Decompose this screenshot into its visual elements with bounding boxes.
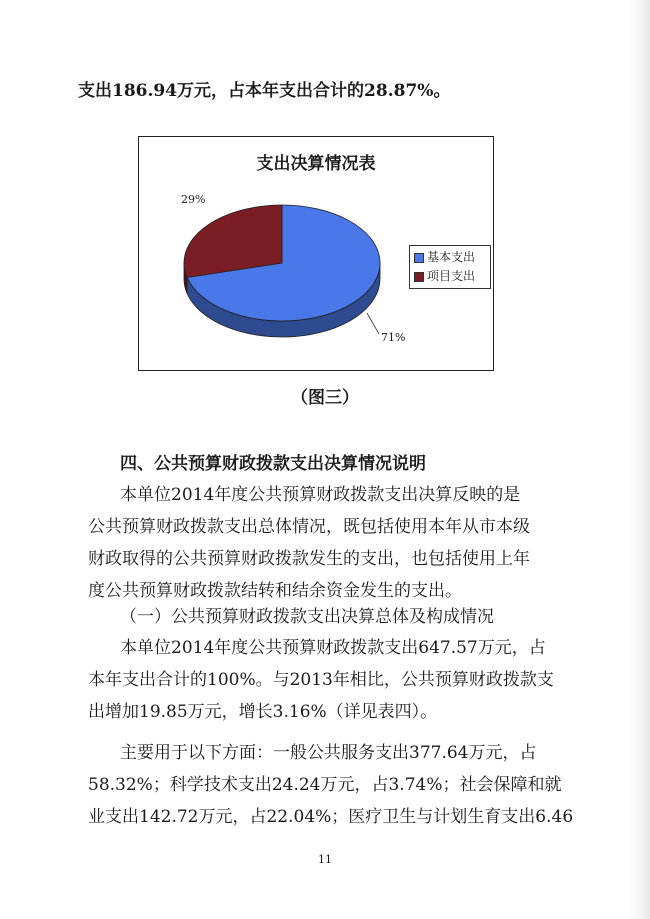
slice-label-xiangmu: 29% (181, 193, 206, 206)
paragraph1-line2: 公共预算财政拨款支出总体情况，既包括使用本年从市本级 (88, 517, 530, 537)
section-heading: 四、公共预算财政拨款支出决算情况说明 (120, 454, 426, 474)
paragraph2-line1: 本单位2014年度公共预算财政拨款支出647.57万元，占 (120, 638, 546, 658)
legend-item-xiangmu (414, 267, 475, 285)
legend-swatch-xiangmu (414, 272, 424, 282)
paragraph3-line3: 业支出142.72万元，占22.04%；医疗卫生与计划生育支出6.46 (88, 807, 574, 827)
paragraph1-line4: 度公共预算财政拨款结转和结余资金发生的支出。 (88, 581, 462, 601)
paragraph1-line1: 本单位2014年度公共预算财政拨款支出决算反映的是 (120, 485, 521, 505)
top-line-text: 支出186.94万元，占本年支出合计的28.87%。 (78, 81, 451, 101)
paragraph1-line3: 财政取得的公共预算财政拨款发生的支出，也包括使用上年 (88, 549, 530, 569)
legend-item-jiben (414, 248, 475, 266)
paragraph2-line2: 本年支出合计的100%。与2013年相比，公共预算财政拨款支 (88, 670, 554, 690)
page-number: 11 (318, 853, 332, 866)
scan-edge-shadow (628, 0, 650, 919)
legend-label-jiben: 基本支出 (427, 250, 476, 264)
slice-label-jiben: 71% (381, 331, 406, 344)
paragraph3-line2: 58.32%；科学技术支出24.24万元，占3.74%；社会保障和就 (88, 775, 562, 795)
legend-label-xiangmu: 项目支出 (427, 269, 476, 283)
legend-swatch-jiben (414, 253, 424, 263)
chart-title: 支出决算情况表 (256, 154, 376, 174)
chart-legend (409, 245, 491, 289)
paragraph3-line1: 主要用于以下方面：一般公共服务支出377.64万元，占 (120, 743, 537, 763)
figure-caption: （图三） (291, 388, 359, 408)
pie-chart (138, 136, 494, 371)
top-text-line (78, 80, 450, 102)
label-leader-line (367, 313, 379, 334)
subheading-1: （一）公共预算财政拨款支出决算总体及构成情况 (120, 607, 494, 627)
paragraph2-line3: 出增加19.85万元，增长3.16%（详见表四）。 (88, 702, 438, 722)
